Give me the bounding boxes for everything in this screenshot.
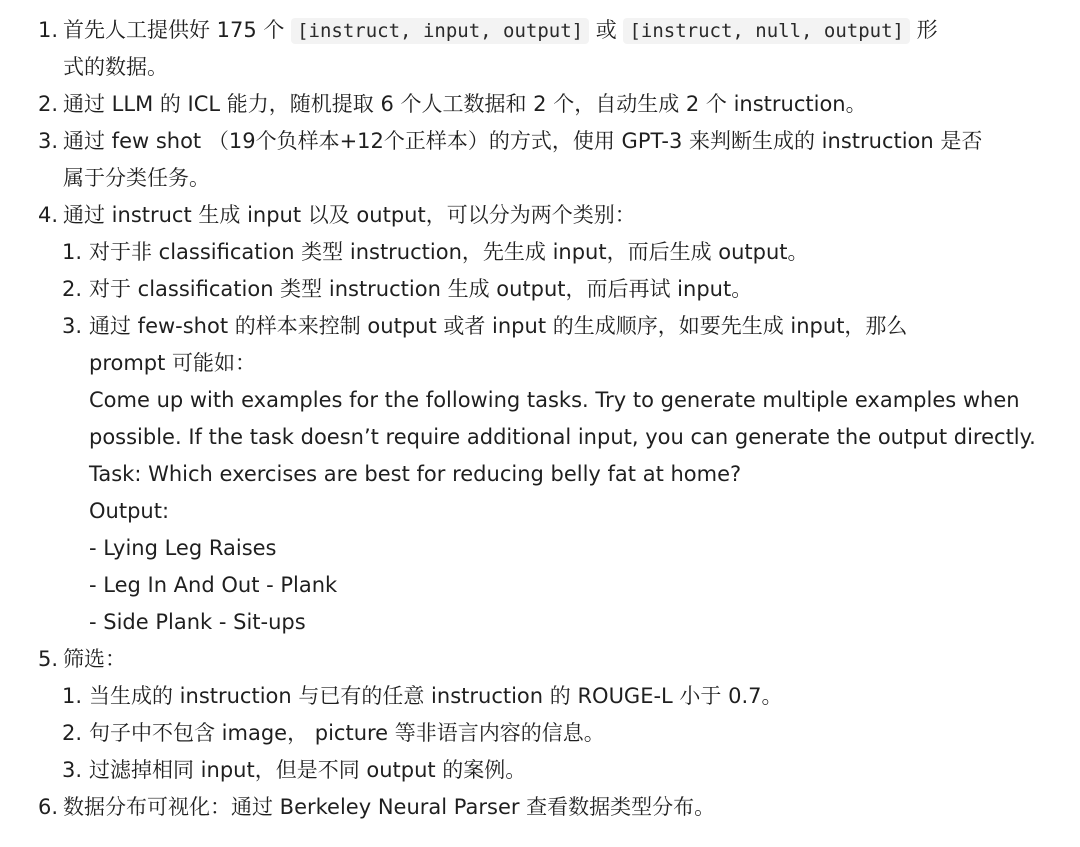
prompt-line: [0, 567, 1080, 604]
prompt-line: [0, 419, 1080, 456]
prompt-text: - Lying Leg Raises: [89, 536, 277, 560]
list-number: 1.: [61, 684, 82, 708]
list-item-text: 对于非 classification 类型 instruction，先生成 input，而后生成 output。: [89, 240, 809, 264]
list-number: 3.: [61, 758, 82, 782]
list-item-5: [0, 641, 1080, 678]
text-segment: 形: [910, 18, 938, 42]
inline-code: [instruct, input, output]: [291, 18, 589, 44]
prompt-line: [0, 604, 1080, 641]
prompt-text: prompt 可能如：: [89, 351, 257, 375]
list-item-text: 数据分布可视化：通过 Berkeley Neural Parser 查看数据类型分布。: [63, 795, 716, 819]
list-number: 1.: [37, 18, 58, 42]
list-number: 3.: [61, 314, 82, 338]
sub-list-item: [0, 752, 1080, 789]
list-item-3: [0, 123, 1080, 160]
list-item-text: 式的数据。: [63, 55, 168, 79]
prompt-text: - Leg In And Out - Plank: [89, 573, 338, 597]
sub-list-item: [0, 678, 1080, 715]
list-number: 2.: [61, 277, 82, 301]
list-item-text: [63, 12, 938, 50]
list-item-continuation: [0, 160, 1080, 197]
list-item-text: 通过 instruct 生成 input 以及 output，可以分为两个类别：: [63, 203, 636, 227]
prompt-text: possible. If the task doesn’t require additional input, you can generate the output directly.: [89, 425, 1036, 449]
list-item-text: 通过 few-shot 的样本来控制 output 或者 input 的生成顺序，如要先生成 input，那么: [89, 314, 908, 338]
list-item-6: [0, 789, 1080, 826]
prompt-text: Task: Which exercises are best for reducing belly fat at home?: [89, 462, 742, 486]
list-number: 3.: [37, 129, 58, 153]
list-item-text: 属于分类任务。: [63, 166, 210, 190]
prompt-line: [0, 530, 1080, 567]
list-number: 2.: [37, 92, 58, 116]
list-number: 2.: [61, 721, 82, 745]
sub-list-item: [0, 234, 1080, 271]
document-list: [0, 12, 1080, 826]
prompt-text: - Side Plank - Sit-ups: [89, 610, 306, 634]
prompt-line: [0, 493, 1080, 530]
list-item-continuation: [0, 49, 1080, 86]
sub-list-item: [0, 715, 1080, 752]
prompt-text: Come up with examples for the following tasks. Try to generate multiple examples when: [89, 388, 1020, 412]
sub-list-item: [0, 308, 1080, 345]
list-item-text: 通过 few shot （19个负样本+12个正样本）的方式，使用 GPT-3 来判断生成的 instruction 是否: [63, 129, 983, 153]
list-item-2: [0, 86, 1080, 123]
sub-list-item: [0, 271, 1080, 308]
list-number: 6.: [37, 795, 58, 819]
list-item-1: [0, 12, 1080, 49]
text-segment: 或: [589, 18, 624, 42]
list-item-text: 筛选：: [63, 647, 126, 671]
list-item-4: [0, 197, 1080, 234]
list-item-text: 当生成的 instruction 与已有的任意 instruction 的 ROUGE-L 小于 0.7。: [89, 684, 783, 708]
list-item-text: 对于 classification 类型 instruction 生成 output，而后再试 input。: [89, 277, 753, 301]
list-number: 4.: [37, 203, 58, 227]
prompt-line: [0, 456, 1080, 493]
list-item-text: 过滤掉相同 input，但是不同 output 的案例。: [89, 758, 527, 782]
list-item-text: 句子中不包含 image， picture 等非语言内容的信息。: [89, 721, 605, 745]
list-number: 1.: [61, 240, 82, 264]
prompt-text: Output:: [89, 499, 170, 523]
list-item-text: 通过 LLM 的 ICL 能力，随机提取 6 个人工数据和 2 个，自动生成 2 个 instruction。: [63, 92, 867, 116]
inline-code: [instruct, null, output]: [623, 18, 910, 44]
prompt-line: [0, 382, 1080, 419]
list-number: 5.: [37, 647, 58, 671]
text-segment: 首先人工提供好 175 个: [63, 18, 292, 42]
prompt-line: [0, 345, 1080, 382]
